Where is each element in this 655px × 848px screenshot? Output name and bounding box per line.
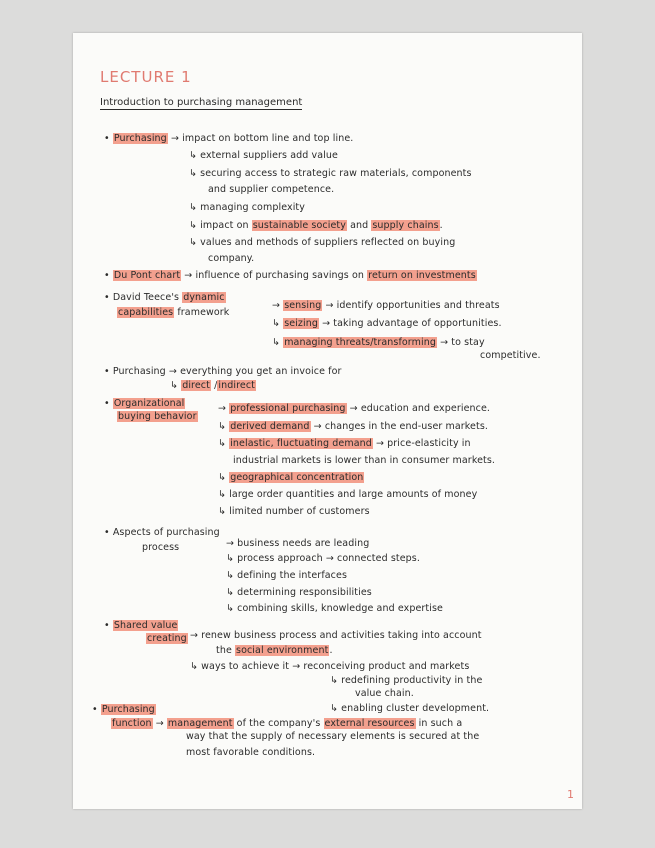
note-line	[104, 527, 220, 538]
note-text: ↳ determining responsibilities	[226, 587, 372, 598]
note-line	[189, 168, 472, 179]
note-text: ↳	[218, 438, 230, 449]
note-text: ↳ securing access to strategic raw materials, components	[189, 168, 472, 179]
note-text: ↳ process approach → connected steps.	[226, 553, 420, 564]
note-text: •	[92, 704, 101, 715]
note-text: most favorable conditions.	[186, 747, 316, 758]
note-text: →	[218, 403, 230, 414]
note-line	[104, 270, 477, 281]
note-text: in such a	[415, 718, 463, 729]
note-line	[226, 570, 347, 581]
note-text: and supplier competence.	[208, 184, 335, 195]
note-text: → taking advantage of opportunities.	[319, 318, 502, 329]
note-line	[104, 366, 342, 377]
note-line	[480, 350, 541, 361]
highlighted-term: social environment	[236, 645, 329, 656]
note-text: ↳	[218, 421, 230, 432]
highlighted-term: external resources	[324, 718, 415, 729]
highlighted-term: dynamic	[183, 292, 225, 303]
note-text: /	[210, 380, 218, 391]
note-text: of the company's	[233, 718, 324, 729]
highlighted-term: supply chains	[372, 220, 439, 231]
note-text: ↳	[272, 337, 284, 348]
note-line	[104, 398, 185, 409]
note-line	[190, 630, 482, 641]
note-line	[189, 237, 455, 248]
note-line	[330, 675, 482, 686]
highlighted-term: sensing	[284, 300, 322, 311]
highlighted-term: function	[112, 718, 152, 729]
highlighted-term: Organizational	[113, 398, 185, 409]
note-text: and	[346, 220, 372, 231]
note-text: •	[104, 270, 113, 281]
note-text: → business needs are leading	[226, 538, 370, 549]
note-line	[104, 292, 226, 303]
note-text: process	[142, 542, 180, 553]
note-text: •	[104, 620, 113, 631]
note-line	[355, 688, 414, 699]
note-text: → impact on bottom line and top line.	[167, 133, 354, 144]
note-text: ↳ managing complexity	[189, 202, 305, 213]
note-line	[92, 704, 156, 715]
note-text: •	[104, 398, 113, 409]
note-line	[111, 718, 462, 729]
note-text: ↳ ways to achieve it → reconceiving product and markets	[190, 661, 470, 672]
highlighted-term: direct	[182, 380, 210, 391]
lecture-subtitle: Introduction to purchasing management	[100, 97, 303, 108]
highlighted-term: indirect	[218, 380, 255, 391]
note-text: →	[152, 718, 167, 729]
note-line	[208, 253, 254, 264]
highlighted-term: return on investments	[368, 270, 476, 281]
note-line	[186, 731, 479, 742]
note-text: way that the supply of necessary elements is secured at the	[186, 731, 480, 742]
note-line	[190, 661, 469, 672]
note-line	[189, 202, 305, 213]
note-text: ↳ large order quantities and large amounts of money	[218, 489, 478, 500]
note-text: → to stay	[437, 337, 485, 348]
highlighted-term: professional purchasing	[230, 403, 346, 414]
note-line	[117, 307, 229, 318]
highlighted-term: Du Pont chart	[113, 270, 181, 281]
highlighted-term: Purchasing	[101, 704, 155, 715]
highlighted-term: Purchasing	[113, 133, 167, 144]
highlighted-term: creating	[147, 633, 187, 644]
note-line	[104, 133, 353, 144]
note-text: competitive.	[480, 350, 541, 361]
note-line	[272, 300, 500, 311]
highlighted-term: seizing	[284, 318, 318, 329]
highlighted-term: inelastic, fluctuating demand	[230, 438, 372, 449]
note-text: ↳	[170, 380, 182, 391]
note-line	[208, 184, 334, 195]
note-text: .	[439, 220, 443, 231]
note-line	[146, 633, 188, 644]
note-line	[272, 337, 485, 348]
note-text: ↳ external suppliers add value	[189, 150, 338, 161]
note-line	[218, 403, 490, 414]
note-line	[330, 703, 489, 714]
note-text: → influence of purchasing savings on	[181, 270, 368, 281]
note-line	[186, 747, 315, 758]
note-line	[226, 603, 443, 614]
highlighted-term: managing threats/transforming	[284, 337, 436, 348]
note-line	[218, 421, 488, 432]
note-line	[216, 645, 333, 656]
note-line	[226, 553, 420, 564]
note-text: → renew business process and activities taking into account	[190, 630, 482, 641]
note-line	[226, 538, 369, 549]
note-text: → price-elasticity in	[372, 438, 471, 449]
highlighted-term: management	[167, 718, 233, 729]
note-text: •	[104, 133, 113, 144]
note-text: .	[329, 645, 333, 656]
note-text: • Aspects of purchasing	[104, 527, 220, 538]
note-text: company.	[208, 253, 255, 264]
highlighted-term: derived demand	[230, 421, 310, 432]
highlighted-term: buying behavior	[118, 411, 197, 422]
page-number: 1	[567, 788, 574, 801]
note-line	[218, 472, 364, 483]
note-text: ↳ values and methods of suppliers reflected on buying	[189, 237, 456, 248]
note-line	[170, 380, 256, 391]
lecture-heading: LECTURE 1	[100, 68, 192, 86]
note-text: → education and experience.	[346, 403, 491, 414]
note-line	[218, 438, 471, 449]
note-text: ↳ limited number of customers	[218, 506, 370, 517]
note-line	[117, 411, 198, 422]
note-text: • David Teece's	[104, 292, 183, 303]
note-line	[104, 620, 178, 631]
highlighted-term: geographical concentration	[230, 472, 364, 483]
highlighted-term: Shared value	[113, 620, 178, 631]
note-text: ↳	[272, 318, 284, 329]
note-line	[189, 150, 338, 161]
note-text: → identify opportunities and threats	[322, 300, 500, 311]
note-text: the	[216, 645, 236, 656]
note-line	[218, 489, 477, 500]
note-text: →	[272, 300, 284, 311]
note-line	[272, 318, 502, 329]
note-line	[226, 587, 372, 598]
note-text: ↳ impact on	[189, 220, 252, 231]
note-line	[189, 220, 443, 231]
note-text: ↳ combining skills, knowledge and expertise	[226, 603, 443, 614]
highlighted-term: sustainable society	[252, 220, 346, 231]
highlighted-term: capabilities	[118, 307, 174, 318]
note-text: ↳	[218, 472, 230, 483]
note-line	[142, 542, 179, 553]
note-text: → changes in the end-user markets.	[310, 421, 488, 432]
note-text: framework	[174, 307, 230, 318]
note-text: ↳ redefining productivity in the	[330, 675, 483, 686]
note-text: value chain.	[355, 688, 414, 699]
note-text: industrial markets is lower than in consumer markets.	[233, 455, 496, 466]
note-text: ↳ defining the interfaces	[226, 570, 347, 581]
note-line	[218, 506, 370, 517]
note-text: ↳ enabling cluster development.	[330, 703, 490, 714]
note-text: • Purchasing → everything you get an invoice for	[104, 366, 342, 377]
note-line	[233, 455, 495, 466]
